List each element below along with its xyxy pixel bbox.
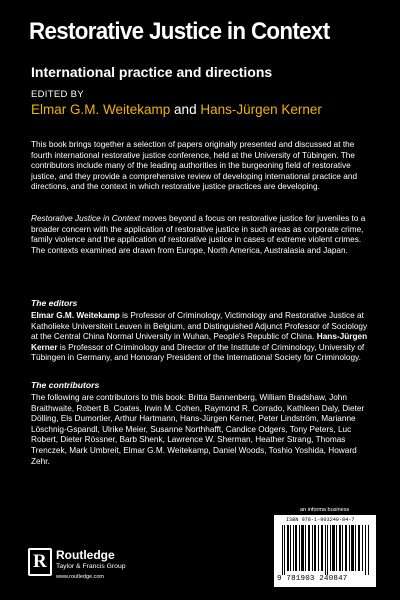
intro-text-1: This book brings together a selection of papers originally presented and discussed at the fourth international restorative justice conference, held at the University of Tübingen. The contributors include many of the leading authorities in the burgeoning field of restorative justice, and they provide a comprehensive review of developing international practice and directions, and the context in which restorative justice practices are developing. (31, 140, 358, 192)
intro-paragraph-1 (31, 140, 371, 193)
editors-heading: The editors (31, 298, 78, 308)
informa-label: an informa business (300, 507, 350, 513)
publisher-url: www.routledge.com (56, 574, 104, 580)
book-subtitle: International practice and directions (31, 64, 273, 80)
editor-name-1: Elmar G.M. Weitekamp (31, 102, 171, 117)
barcode (274, 515, 376, 587)
editor-bio-2: is Professor of Criminology and Director of the Institute of Criminology, University of Tübingen in Germany, and Honorary President of the International Society for Criminology. (31, 342, 365, 363)
edited-by-label: EDITED BY (31, 89, 84, 100)
contributors-heading: The contributors (31, 380, 100, 390)
editors-bio-text (31, 311, 371, 364)
editor-bio-name-2: Hans-Jürgen Kerner (31, 332, 368, 352)
book-title: Restorative Justice in Context (29, 18, 330, 45)
isbn-number: 9 781903 240847 (277, 575, 348, 583)
editor-bio-name-1: Elmar G.M. Weitekamp (31, 311, 120, 320)
contributors-text: The following are contributors to this book: Britta Bannenberg, William Bradshaw, John Braithwaite, Robert B. Coates, Irwin M. Cohen, Raymond R. Corrado, Kathleen Daly, Dieter Dölling, Els Dumortier, Arthur Hartmann, Hans-Jürgen Kerner, Peter Lindström, Marianne Löschnig-Gspandl, Ulrike Meier, Susanne Northhafft, Candice Odgers, Tony Peters, Luc Robert, Dieter Rössner, Barb Shenk, Lawrence W. Sherman, Heather Strang, Thomas Trenczek, Mark Umbreit, Elmar G.M. Weitekamp, Daniel Woods, Toshio Yoshida, Howard Zehr. (31, 393, 365, 466)
barcode-bars-icon (282, 525, 370, 575)
intro-text-2-rest: moves beyond a focus on restorative justice for juveniles to a broader concern with the application of restorative justice in such areas as corporate crime, family violence and the application of restorative justice in cases of extreme violent crimes. The contexts examined are drawn from Europe, North America, Australasia and Japan. (31, 214, 366, 255)
editors-bio (31, 311, 371, 364)
editors-line (31, 102, 322, 117)
intro-text-2 (31, 214, 371, 256)
book-title-italic: Restorative Justice in Context (31, 214, 141, 223)
editor-bio-1: is Professor of Criminology, Victimology and Restorative Justice at Katholieke Universiteit Leuven in Belgium, and Distinguished Adjunct Professor of Sociology at the Central China Normal University in Wuhan, People's Republic of China. (31, 311, 368, 342)
editor-name-2: Hans-Jürgen Kerner (200, 102, 322, 117)
routledge-logo-icon (28, 548, 52, 576)
contributors-list (31, 393, 371, 467)
publisher-name: Routledge (56, 548, 115, 562)
publisher-group: Taylor & Francis Group (56, 563, 126, 570)
isbn-text: ISBN 978-1-903240-84-7 (286, 517, 355, 523)
editors-and: and (174, 102, 197, 117)
logo-letter: R (33, 551, 47, 572)
intro-paragraph-2 (31, 214, 371, 256)
